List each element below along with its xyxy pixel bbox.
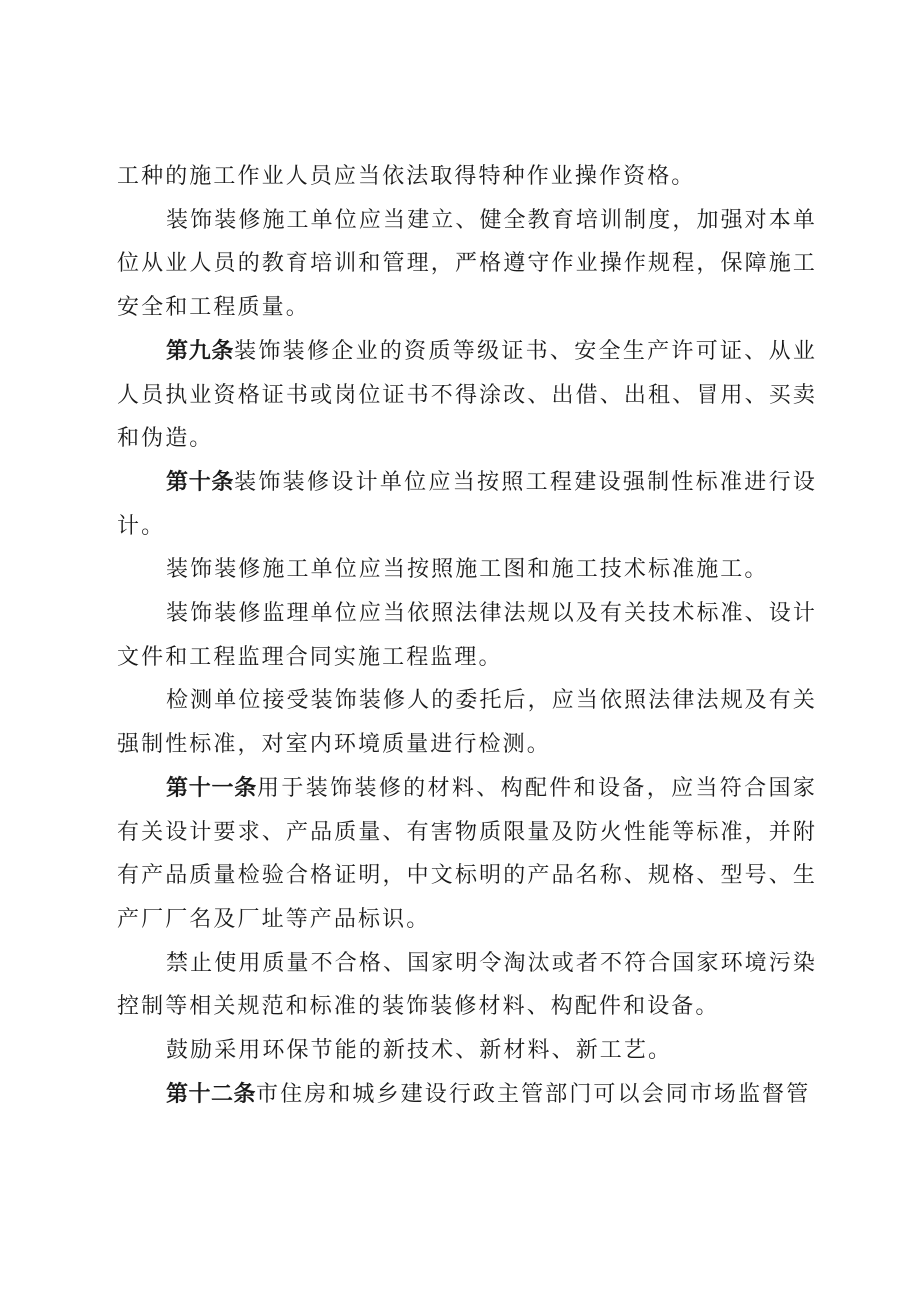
paragraph-construction [117, 548, 817, 592]
article-number: 第十二条 [166, 1081, 257, 1107]
article-number: 第九条 [166, 338, 235, 364]
document-body [117, 155, 817, 1116]
paragraph-text: 装饰装修施工单位应当建立、健全教育培训制度，加强对本单位从业人员的教育培训和管理，严格遵守作业操作规程，保障施工安全和工程质量。 [117, 207, 817, 321]
paragraph-text: 市住房和城乡建设行政主管部门可以会同市场监督管 [256, 1081, 811, 1107]
paragraph-text: 检测单位接受装饰装修人的委托后，应当依照法律法规及有关强制性标准，对室内环境质量进行检测。 [117, 688, 817, 758]
paragraph-text: 工种的施工作业人员应当依法取得特种作业操作资格。 [117, 164, 696, 189]
article-12 [117, 1073, 817, 1117]
paragraph-text: 装饰装修施工单位应当按照施工图和施工技术标准施工。 [166, 557, 769, 583]
paragraph-supervision [117, 592, 817, 679]
paragraph-text: 禁止使用质量不合格、国家明令淘汰或者不符合国家环境污染控制等相关规范和标准的装饰装修材料、构配件和设备。 [117, 950, 817, 1020]
paragraph-training [117, 199, 817, 330]
paragraph-text: 装饰装修企业的资质等级证书、安全生产许可证、从业人员执业资格证书或岗位证书不得涂改、出借、出租、冒用、买卖和伪造。 [117, 338, 817, 452]
paragraph-text: 装饰装修设计单位应当按照工程建设强制性标准进行设计。 [117, 469, 817, 539]
article-10 [117, 461, 817, 548]
paragraph-text: 用于装饰装修的材料、构配件和设备，应当符合国家有关设计要求、产品质量、有害物质限量及防火性能等标准，并附有产品质量检验合格证明，中文标明的产品名称、规格、型号、生产厂厂名及厂址等产品标识。 [117, 775, 817, 932]
paragraph-text: 装饰装修监理单位应当依照法律法规以及有关技术标准、设计文件和工程监理合同实施工程监理。 [117, 601, 817, 670]
article-number: 第十条 [166, 469, 235, 495]
paragraph-text: 鼓励采用环保节能的新技术、新材料、新工艺。 [166, 1038, 673, 1064]
paragraph-inspection [117, 679, 817, 766]
article-number: 第十一条 [166, 775, 258, 801]
paragraph-prohibition [117, 942, 817, 1029]
paragraph-encouragement [117, 1029, 817, 1073]
article-9 [117, 330, 817, 461]
article-11 [117, 767, 817, 942]
paragraph-continuation [117, 155, 817, 199]
